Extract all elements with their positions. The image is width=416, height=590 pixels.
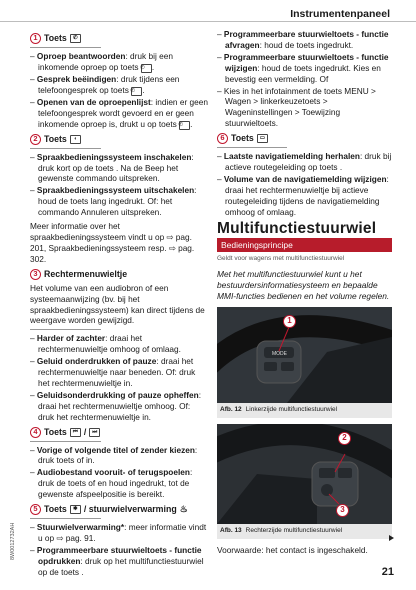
phone-key-icon: ✆ bbox=[131, 87, 142, 96]
list-item: – Geluid onderdrukken of pauze: draai het rechtermenuwieltje naar beneden. Of: druk het rechtermenuwieltje in. bbox=[30, 356, 196, 388]
separator bbox=[30, 441, 101, 442]
list-item: – Audiobestand vooruit- of terugspoelen: druk de toets of en houd ingedrukt, tot de gewenste afspeelpositie is bereikt. bbox=[30, 467, 193, 500]
section-title: Multifunctiestuurwiel bbox=[217, 219, 377, 237]
separator bbox=[217, 147, 287, 148]
list-item: – Spraakbedieningssysteem inschakelen: druk kort op de toets . Na de Beep het gewenste commando uitspreken. bbox=[30, 151, 194, 184]
callout-1: 1 bbox=[283, 315, 296, 328]
list-item: – Spraakbedieningssysteem uitschakelen: houd de toets lang ingedrukt. Of: het commando Annuleren uitspreken. bbox=[30, 185, 197, 218]
phone-key-icon: ✆ bbox=[141, 64, 152, 73]
list-item: – Openen van de oproepenlijst: indien er geen telefoongesprek wordt gevoerd en er geen inkomende oproep is, drukt u op toets ✆ . bbox=[30, 96, 208, 129]
list-item: – Vorige of volgende titel of zender kiezen: druk toets of in. bbox=[30, 444, 198, 466]
running-header: Instrumentenpaneel bbox=[290, 8, 390, 20]
list-item: – Gesprek beëindigen: druk tijdens een telefoongesprek op toets ✆ . bbox=[30, 73, 180, 95]
section-3-heading: 3 Rechtermenuwieltje bbox=[30, 269, 208, 280]
separator bbox=[30, 329, 101, 330]
section-2-heading: 2 Toets ◖ bbox=[30, 134, 208, 145]
list-item: – Programmeerbare stuurwieltoets - functie wijzigen: houd de toets ingedrukt. Kies en bevestig een vermelding. Of bbox=[217, 51, 389, 84]
separator bbox=[30, 518, 101, 519]
section-1-heading: 1 Toets ✆ bbox=[30, 33, 208, 44]
subsection-banner: Bedieningsprincipe bbox=[217, 238, 392, 253]
list-item: – Programmeerbare stuurwieltoets - functie opdrukken: druk op het multifunctiestuurwiel op de toets . bbox=[30, 544, 204, 577]
number-3-icon: 3 bbox=[30, 269, 41, 280]
paragraph: Het volume van een audiobron of een systeemaanwijzing (bv. bij het spraakbedieningssysteem) kan direct tijdens de weergave worden gewijzigd. bbox=[30, 282, 205, 326]
callout-3: 3 bbox=[336, 504, 349, 517]
applicability-note: Geldt voor wagens met multifunctiestuurwiel bbox=[217, 255, 345, 263]
figure-12-caption: Afb. 12 Linkerzijde multifunctiestuurwiel bbox=[217, 403, 392, 418]
separator bbox=[30, 148, 101, 149]
list-item: – Laatste navigatiemelding herhalen: druk bij actieve routegeleiding op toets . bbox=[217, 151, 392, 173]
document-code: 8W0012732AH bbox=[10, 522, 16, 560]
number-2-icon: 2 bbox=[30, 134, 41, 145]
star-key-icon: ✱ bbox=[70, 505, 81, 514]
left-column bbox=[30, 29, 208, 579]
separator bbox=[30, 47, 101, 48]
voice-key-icon: ◖ bbox=[70, 135, 81, 144]
previous-key-icon: ⏮ bbox=[70, 428, 81, 437]
figure-13-image bbox=[217, 424, 392, 524]
more-info-text: Meer informatie over het spraakbedieningssysteem vindt u op ⇨ pag. 201, Spraakbedieningssysteem resp. ⇨ pag. 302. bbox=[30, 221, 195, 264]
section-5-heading: 5 Toets ✱ / stuurwielverwarming ♨ bbox=[30, 504, 208, 515]
list-item: – Harder of zachter: draai het rechtermenuwieltje omhoog of omlaag. bbox=[30, 333, 181, 355]
steering-heat-icon: ♨ bbox=[179, 504, 188, 515]
header-rule bbox=[0, 21, 416, 22]
list-item: – Volume van de navigatiemelding wijzigen: draai het rechtermenuwieltje bij actieve routegeleiding tijdens de navigatiemelding omhoog of omlaag. bbox=[217, 173, 389, 217]
section-4-heading: 4 Toets ⏮ / ⏭ bbox=[30, 427, 208, 438]
number-1-icon: 1 bbox=[30, 33, 41, 44]
phone-answer-key-icon: ✆ bbox=[70, 34, 81, 43]
page-number: 21 bbox=[381, 566, 394, 578]
list-item: – Oproep beantwoorden: druk bij een inkomende oproep op toets ✆ . bbox=[30, 51, 173, 72]
list-item: – Kies in het infotainment de toets MENU > Wagen > linkerkeuzetoets > Wageninstellingen > Toewijzing stuurwieltoets. bbox=[217, 85, 376, 129]
next-key-icon: ⏭ bbox=[89, 428, 100, 437]
figure-12-image bbox=[217, 307, 392, 403]
right-column bbox=[217, 29, 392, 556]
number-5-icon: 5 bbox=[30, 504, 41, 515]
intro-text: Met het multifunctiestuurwiel kunt u het bestuurdersinformatiesysteem en bepaalde MMI-functies bedienen en het volume regelen. bbox=[217, 269, 390, 302]
section-6-heading: 6 Toets ▭ bbox=[217, 133, 392, 144]
list-item: – Geluidsonderdrukking of pauze opheffen: draai het rechtermenuwieltje omhoog. Of: druk het rechtermenuwieltje in. bbox=[30, 389, 202, 422]
phone-key-icon: ✆ bbox=[179, 121, 190, 130]
number-4-icon: 4 bbox=[30, 427, 41, 438]
continue-arrow-icon bbox=[389, 535, 394, 541]
list-item: – Stuurwielverwarming*: meer informatie vindt u op ⇨ pag. 91. bbox=[30, 522, 207, 543]
navigation-key-icon: ▭ bbox=[257, 134, 268, 143]
list-item: – Programmeerbare stuurwieltoets - functie afvragen: houd de toets ingedrukt. bbox=[217, 29, 389, 50]
number-6-icon: 6 bbox=[217, 133, 228, 144]
figure-13-caption: Afb. 13 Rechterzijde multifunctiestuurwiel bbox=[217, 524, 392, 539]
callout-2: 2 bbox=[338, 432, 351, 445]
precondition-text: Voorwaarde: het contact is ingeschakeld. bbox=[217, 544, 368, 555]
svg-text:MODE: MODE bbox=[272, 351, 287, 358]
